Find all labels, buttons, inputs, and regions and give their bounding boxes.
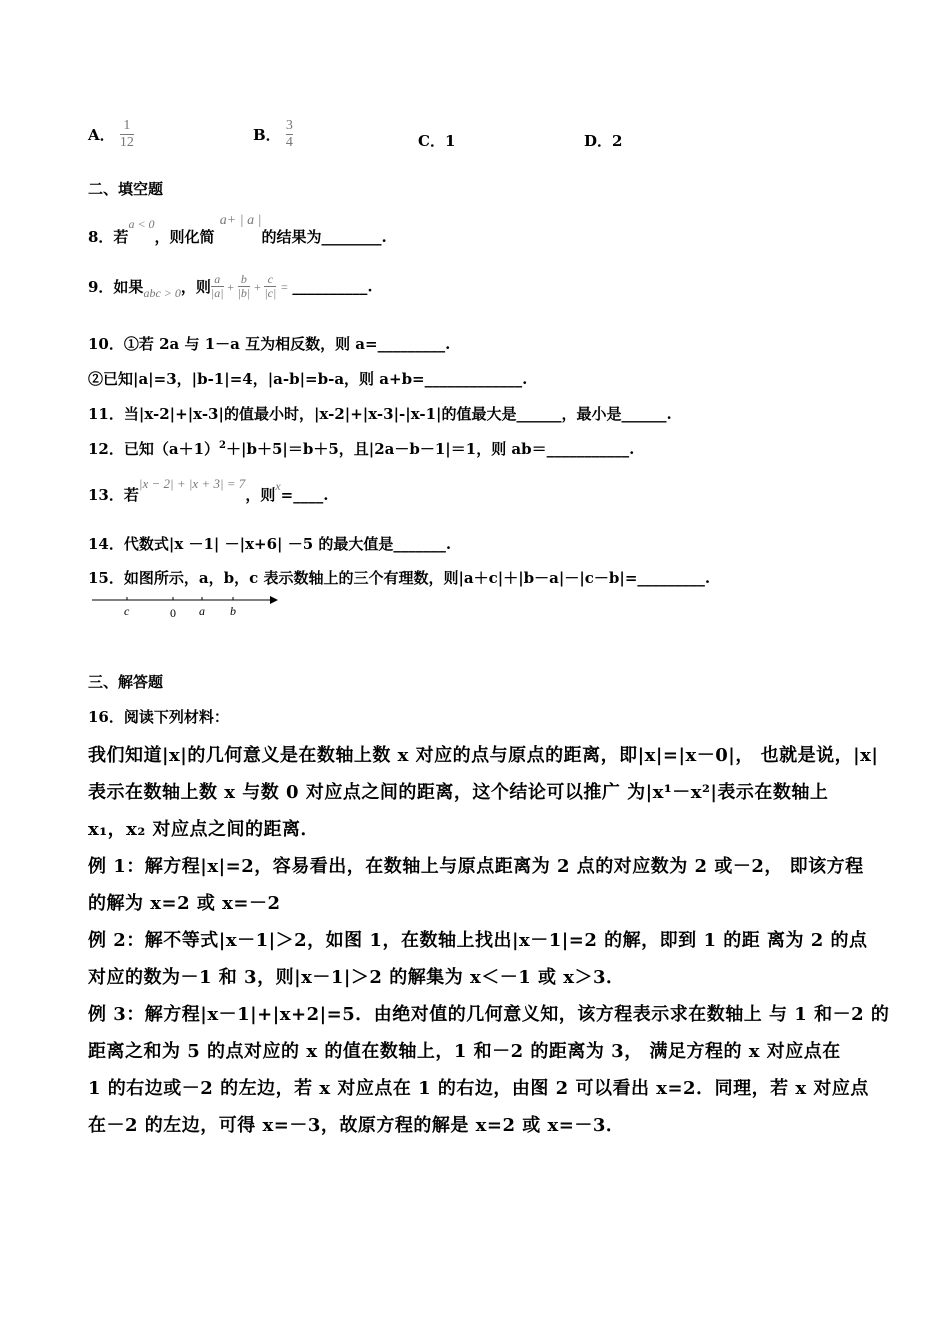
q9-term-c-num: c	[267, 272, 273, 286]
number-line-label-b: b	[230, 604, 236, 618]
question-9	[88, 273, 373, 300]
q16-line-11: 在－2 的左边，可得 x=－3，故原方程的解是 x=2 或 x=－3．	[88, 1115, 625, 1136]
q12-post: ＋|b＋5|＝b＋5，且|2a－b－1|＝1，则 ab＝___________.	[226, 440, 635, 458]
q9-term-c-den: |c|	[264, 286, 277, 300]
q9-term-a-den: |a|	[210, 286, 224, 300]
q9-equals: =	[280, 279, 289, 294]
q9-mid: ，则	[180, 278, 211, 296]
question-10-line-1: 10．①若 2a 与 1－a 互为相反数，则 a=_________.	[88, 335, 451, 353]
choice-a-den: 12	[119, 135, 134, 150]
q9-term-b	[238, 273, 251, 300]
q16-line-5: 的解为 x=2 或 x=－2	[88, 893, 281, 914]
number-line-arrow-icon	[270, 596, 278, 604]
q16-line-2: 表示在数轴上数 x 与数 0 对应点之间的距离，这个结论可以推广 为|x¹－x²|表示在数轴上	[88, 782, 829, 803]
q13-mid: ，则	[245, 486, 276, 504]
choice-d: D．2	[584, 132, 623, 150]
q9-plus-1: +	[226, 279, 235, 294]
q12-exponent: 2	[219, 440, 226, 451]
choice-b-num: 3	[285, 118, 293, 133]
q16-line-9: 距离之和为 5 的点对应的 x 的值在数轴上，1 和－2 的距离为 3， 满足方程的 x 对应点在	[88, 1041, 841, 1062]
q16-line-7: 对应的数为－1 和 3，则|x－1|＞2 的解集为 x＜－1 或 x＞3．	[88, 967, 625, 988]
q8-pre: 8．若	[88, 228, 129, 246]
choice-b	[253, 118, 293, 151]
q16-line-10: 1 的右边或－2 的左边，若 x 对应点在 1 的右边，由图 2 可以看出 x=2．同理，若 x 对应点	[88, 1078, 869, 1099]
number-line-figure	[88, 590, 288, 624]
question-12	[88, 438, 634, 459]
question-11: 11．当|x-2|+|x-3|的值最小时，|x-2|+|x-3|-|x-1|的值最大是______，最小是______.	[88, 405, 672, 423]
question-16-title: 16．阅读下列材料：	[88, 708, 229, 726]
q9-condition: abc > 0	[143, 285, 181, 300]
q13-expression: |x − 2| + |x + 3| = 7	[138, 476, 246, 491]
q8-mid: ，则化简	[154, 228, 215, 246]
q9-term-a-num: a	[214, 272, 221, 286]
question-15: 15．如图所示，a，b，c 表示数轴上的三个有理数，则|a＋c|＋|b－a|－|c－b|=_________.	[88, 569, 711, 587]
choice-a	[88, 118, 134, 151]
q16-line-1: 我们知道|x|的几何意义是在数轴上数 x 对应的点与原点的距离，即|x|=|x－0|， 也就是说，|x|	[88, 745, 879, 766]
choice-a-fraction	[120, 118, 134, 151]
q16-line-6: 例 2：解不等式|x－1|＞2，如图 1，在数轴上找出|x－1|=2 的解，即到 1 的距 离为 2 的点	[88, 930, 868, 951]
choice-b-den: 4	[285, 135, 293, 150]
q9-term-a	[211, 273, 224, 300]
q16-line-4: 例 1：解方程|x|=2，容易看出，在数轴上与原点距离为 2 点的对应数为 2 或－2， 即该方程	[88, 856, 864, 877]
q8-expression: a+ | a |	[219, 213, 262, 228]
question-10-line-2: ②已知|a|=3，|b-1|=4，|a-b|=b-a，则 a+b=_____________.	[88, 370, 528, 388]
question-8	[88, 212, 387, 246]
choice-c: C．1	[418, 132, 456, 150]
section-fill-heading: 二、填空题	[88, 180, 164, 198]
choice-a-label: A．	[88, 126, 115, 144]
q9-term-c	[264, 273, 276, 300]
q13-pre: 13．若	[88, 486, 139, 504]
q8-condition: a < 0	[128, 217, 155, 231]
q13-variable: x	[275, 479, 281, 493]
q9-post: __________.	[292, 277, 373, 296]
q16-line-3: x₁，x₂ 对应点之间的距离．	[88, 819, 319, 840]
q8-post: 的结果为________.	[261, 228, 387, 246]
question-13	[88, 472, 329, 504]
number-line-label-0: 0	[170, 606, 176, 620]
number-line-label-c: c	[124, 604, 130, 618]
q16-line-8: 例 3：解方程|x－1|+|x+2|=5．由绝对值的几何意义知，该方程表示求在数轴上 与 1 和－2 的	[88, 1004, 890, 1025]
q9-pre: 9．如果	[88, 278, 144, 296]
q9-plus-2: +	[253, 279, 262, 294]
choice-a-num: 1	[123, 118, 131, 133]
section-solve-heading: 三、解答题	[88, 673, 164, 691]
question-14: 14．代数式|x －1| －|x+6| －5 的最大值是_______.	[88, 535, 452, 553]
choice-b-fraction	[286, 118, 293, 151]
choice-b-label: B．	[253, 126, 281, 144]
number-line-label-a: a	[199, 604, 205, 618]
q13-post: =____.	[280, 486, 329, 504]
q12-pre: 12．已知（a＋1）	[88, 440, 220, 458]
q9-term-b-num: b	[240, 272, 247, 286]
q9-term-b-den: |b|	[237, 286, 251, 300]
